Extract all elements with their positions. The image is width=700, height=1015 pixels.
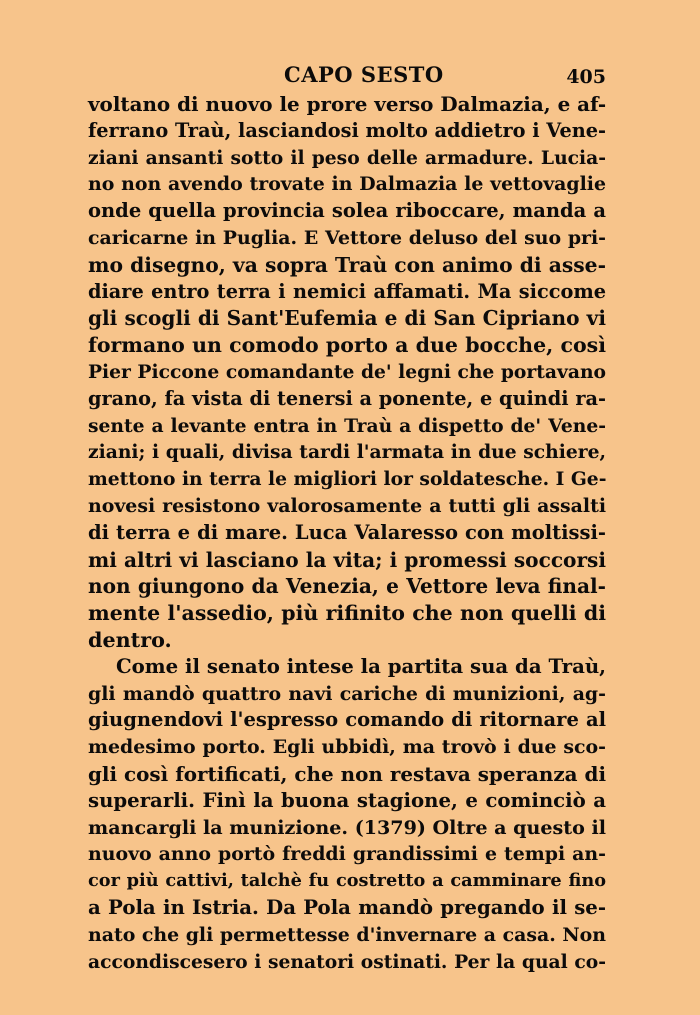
- text-line: Pier Piccone comandante de' legni che portavano: [88, 360, 606, 383]
- text-line: no non avendo trovate in Dalmazia le vettovaglie: [88, 173, 606, 196]
- text-line: cor più cattivi, talchè fu costretto a camminare fino: [88, 870, 606, 892]
- text-line: onde quella provincia solea riboccare, manda a: [88, 199, 606, 223]
- text-line: novesi resistono valorosamente a tutti gli assalti: [88, 494, 606, 517]
- body-text: [88, 91, 606, 975]
- text-line: nuovo anno portò freddi grandissimi e tempi an-: [88, 843, 606, 866]
- text-line: Come il senato intese la partita sua da Traù,: [116, 654, 606, 678]
- chapter-title: CAPO SESTO: [284, 62, 444, 87]
- text-line: mo disegno, va sopra Traù con animo di asse-: [88, 252, 606, 277]
- text-line: ziani; i quali, divisa tardi l'armata in due schiere,: [88, 441, 606, 464]
- text-line: diare entro terra i nemici affamati. Ma siccome: [88, 279, 606, 303]
- text-line: ziani ansanti sotto il peso delle armadure. Lucia-: [88, 146, 606, 169]
- text-line: mancargli la munizione. (1379) Oltre a questo il: [88, 815, 606, 839]
- text-line: formano un comodo porto a due bocche, così: [88, 333, 606, 358]
- paragraph-2: [88, 654, 606, 976]
- text-line: caricarne in Puglia. E Vettore deluso del suo pri-: [88, 226, 606, 249]
- running-head: [88, 60, 608, 90]
- text-line: nato che gli permettesse d'invernare a casa. Non: [88, 923, 606, 946]
- text-line: mi altri vi lasciano la vita; i promessi soccorsi: [88, 547, 606, 572]
- paragraph-1: [88, 91, 606, 654]
- text-line: non giungono da Venezia, e Vettore leva final-: [88, 574, 606, 599]
- text-line: superarli. Finì la buona stagione, e cominciò a: [88, 788, 606, 812]
- text-line: accondiscesero i senatori ostinati. Per la qual co-: [88, 950, 606, 973]
- text-line: dentro.: [88, 627, 172, 652]
- text-line: mente l'assedio, più rifinito che non quelli di: [88, 601, 606, 626]
- text-line: medesimo porto. Egli ubbidì, ma trovò i due sco-: [88, 736, 606, 759]
- text-line: giugnendovi l'espresso comando di ritornare al: [88, 708, 606, 732]
- text-line: di terra e di mare. Luca Valaresso con moltissi-: [88, 520, 606, 544]
- text-line: a Pola in Istria. Da Pola mandò pregando il se-: [88, 895, 606, 919]
- text-line: voltano di nuovo le prore verso Dalmazia, e af-: [88, 92, 607, 116]
- text-line: grano, fa vista di tenersi a ponente, e quindi ra-: [88, 386, 606, 410]
- text-line: gli mandò quattro navi cariche di munizioni, ag-: [88, 682, 606, 705]
- text-line: sente a levante entra in Traù a dispetto de' Vene-: [88, 414, 606, 437]
- page-number: 405: [566, 66, 606, 88]
- text-line: mettono in terra le migliori lor soldatesche. I Ge-: [88, 468, 607, 491]
- text-line: gli scogli di Sant'Eufemia e di San Cipriano vi: [88, 306, 606, 331]
- text-line: gli così fortificati, che non restava speranza di: [88, 761, 606, 786]
- text-line: ferrano Traù, lasciandosi molto addietro i Vene-: [88, 118, 607, 142]
